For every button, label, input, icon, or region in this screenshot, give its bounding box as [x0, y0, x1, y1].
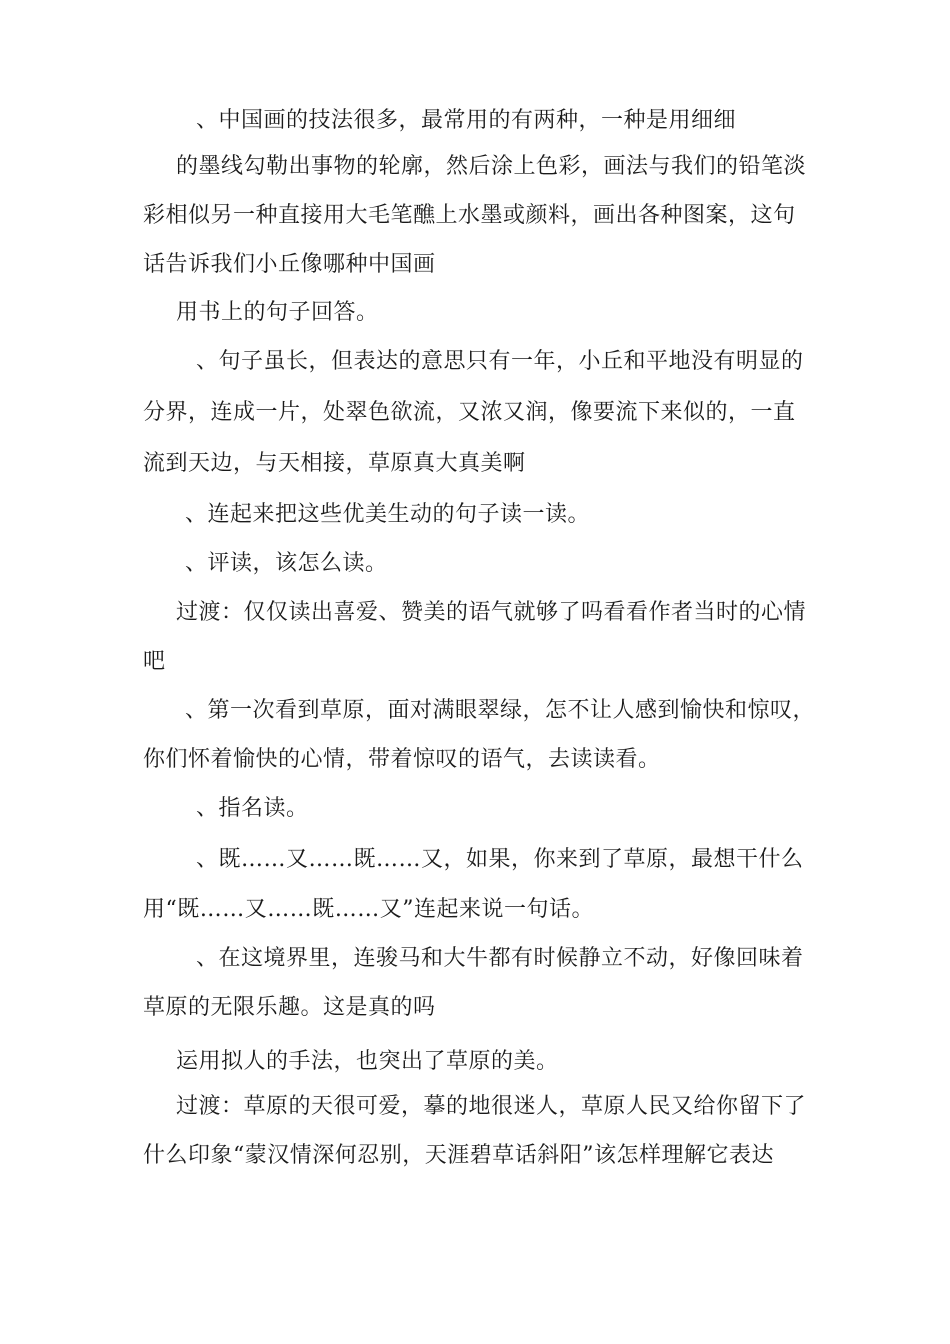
text-line-7: 分界，连成一片，处翠色欲流，又浓又润，像要流下来似的，一直	[143, 400, 796, 425]
text-line-4: 话告诉我们小丘像哪种中国画	[143, 252, 436, 277]
text-line-18: 、在这境界里，连骏马和大牛都有时候静立不动，好像回味着	[196, 946, 804, 971]
text-line-22: 什么印象“蒙汉情深何忍别，天涯碧草话斜阳”该怎样理解它表达	[143, 1143, 774, 1168]
text-line-13: 、第一次看到草原，面对满眼翠绿，怎不让人感到愉快和惊叹，	[185, 698, 816, 723]
text-line-5: 用书上的句子回答。	[176, 300, 379, 325]
text-line-12: 吧	[143, 649, 166, 674]
text-line-1: 、中国画的技法很多，最常用的有两种，一种是用细细	[196, 108, 737, 133]
text-line-3: 彩相似另一种直接用大毛笔醮上水墨或颜料，画出各种图案，这句	[143, 203, 796, 228]
text-line-16: 、既……又……既……又，如果，你来到了草原，最想干什么	[196, 847, 804, 872]
text-line-11: 过渡：仅仅读出喜爱、赞美的语气就够了吗看看作者当时的心情	[176, 600, 807, 625]
text-line-6: 、句子虽长，但表达的意思只有一年，小丘和平地没有明显的	[196, 349, 804, 374]
text-line-14: 你们怀着愉快的心情，带着惊叹的语气，去读读看。	[143, 747, 661, 772]
text-line-20: 运用拟人的手法，也突出了草原的美。	[176, 1049, 559, 1074]
text-line-9: 、连起来把这些优美生动的句子读一读。	[185, 502, 591, 527]
text-line-2: 的墨线勾勒出事物的轮廓，然后涂上色彩，画法与我们的铅笔淡	[176, 154, 807, 179]
text-line-8: 流到天边，与天相接，草原真大真美啊	[143, 451, 526, 476]
text-line-15: 、指名读。	[196, 796, 309, 821]
text-line-21: 过渡：草原的天很可爱，摹的地很迷人，草原人民又给你留下了	[176, 1094, 807, 1119]
text-line-19: 草原的无限乐趣。这是真的吗	[143, 995, 436, 1020]
text-line-17: 用“既……又……既……又”连起来说一句话。	[143, 897, 594, 922]
text-line-10: 、评读，该怎么读。	[185, 551, 388, 576]
